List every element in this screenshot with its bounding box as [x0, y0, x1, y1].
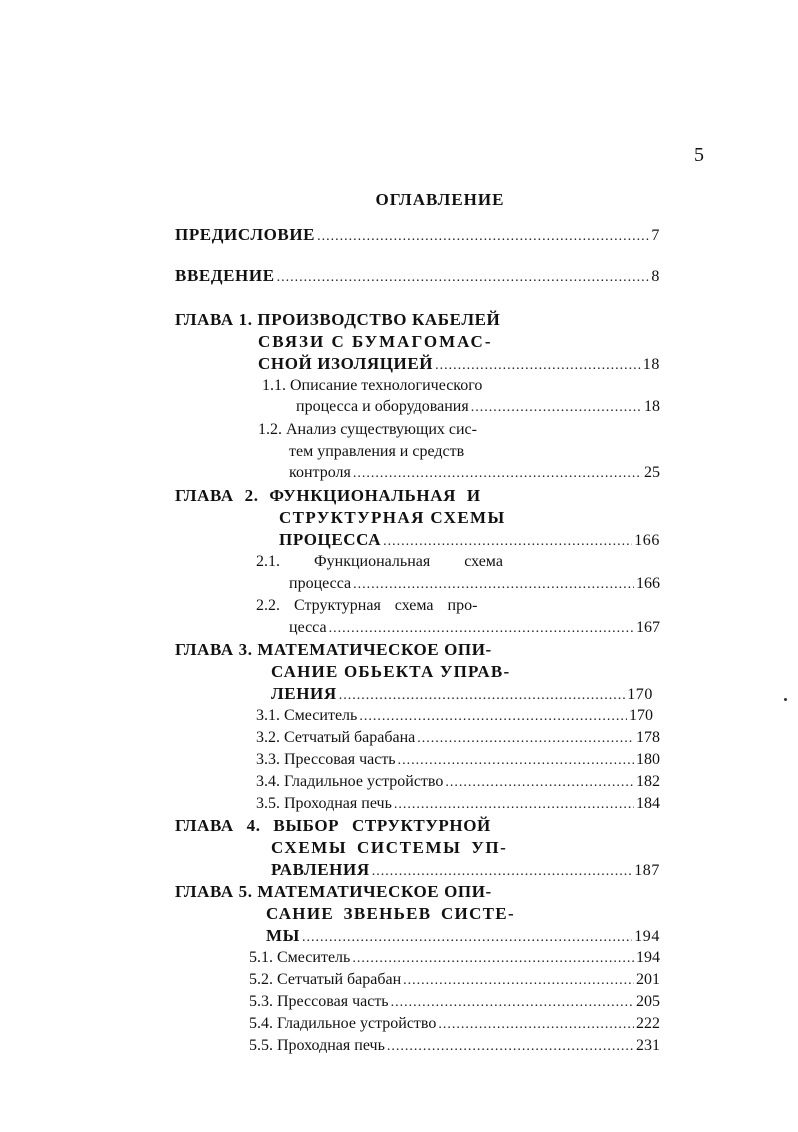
section-5-3[interactable]: [249, 991, 660, 1013]
dot-leader: [445, 772, 634, 793]
chapter-2-title-line-3[interactable]: [279, 529, 660, 551]
section-2-1-line-2[interactable]: [289, 573, 660, 595]
chapter-1-title-line-3[interactable]: [258, 353, 660, 375]
dot-leader: [394, 794, 634, 815]
toc-entry-page: 25: [644, 464, 660, 481]
toc-entry-page: 231: [636, 1037, 660, 1054]
dot-leader: [317, 226, 649, 246]
toc-entry-page: 180: [636, 751, 660, 768]
toc-entry-text: 3.3. Прессовая часть: [256, 751, 396, 768]
dot-leader: [353, 463, 642, 484]
section-2-2-line-2[interactable]: [289, 617, 660, 639]
toc-entry-text: 3.4. Гладильное устройство: [256, 773, 444, 790]
toc-entry-introduction[interactable]: [175, 265, 660, 287]
section-1-1-line-1[interactable]: 1.1. Описание технологического: [262, 377, 483, 394]
toc-entry-text: ЛЕНИЯ: [271, 684, 337, 703]
toc-entry-text: 5.4. Гладильное устройство: [249, 1015, 437, 1032]
chapter-5-title-line-2: САНИЕ ЗВЕНЬЕВ СИСТЕ-: [266, 904, 515, 923]
chapter-4-title-line-3[interactable]: [271, 859, 660, 881]
toc-entry-page: 201: [636, 971, 660, 988]
chapter-5-title-line-1[interactable]: ГЛАВА 5. МАТЕМАТИЧЕСКОЕ ОПИ-: [175, 882, 492, 901]
dot-leader: [387, 1036, 634, 1057]
chapter-4-title-line-1[interactable]: ГЛАВА 4. ВЫБОР СТРУКТУРНОЙ: [175, 816, 491, 835]
toc-entry-text: контроля: [289, 464, 351, 481]
toc-entry-text: 5.2. Сетчатый барабан: [249, 971, 402, 988]
dot-leader: [277, 267, 650, 287]
toc-entry-text: ПРОЦЕССА: [279, 530, 382, 549]
dot-leader: [403, 970, 634, 991]
dot-leader: [417, 728, 634, 749]
toc-entry-text: МЫ: [266, 926, 300, 945]
toc-entry-page: 194: [636, 949, 660, 966]
toc-entry-text: 5.1. Смеситель: [249, 949, 351, 966]
chapter-3-title-line-2: САНИЕ ОБЬЕКТА УПРАВ-: [271, 662, 511, 681]
section-3-2[interactable]: [256, 727, 660, 749]
section-3-3[interactable]: [256, 749, 660, 771]
dot-leader: [398, 750, 634, 771]
section-3-4[interactable]: [256, 771, 660, 793]
dot-leader: [302, 927, 632, 947]
toc-entry-text: 5.5. Проходная печь: [249, 1037, 385, 1054]
toc-entry-page: 18: [644, 398, 660, 415]
toc-entry-page: 166: [636, 575, 660, 592]
toc-entry-text: СНОЙ ИЗОЛЯЦИЕЙ: [258, 354, 434, 373]
section-3-1[interactable]: [256, 705, 653, 727]
toc-entry-page: 178: [636, 729, 660, 746]
section-2-1-line-1[interactable]: 2.1. Функциональная схема: [256, 553, 503, 570]
toc-entry-text: ПРЕДИСЛОВИЕ: [175, 225, 316, 244]
dot-leader: [353, 574, 634, 595]
dot-leader: [383, 531, 632, 551]
section-5-4[interactable]: [249, 1013, 660, 1035]
toc-entry-page: 184: [636, 795, 660, 812]
chapter-1-title-line-2: СВЯЗИ С БУМАГОМАС-: [258, 332, 493, 351]
toc-entry-text: 3.1. Смеситель: [256, 707, 358, 724]
toc-entry-page: 166: [634, 532, 660, 549]
dot-leader: [359, 706, 627, 727]
section-3-5[interactable]: [256, 793, 660, 815]
toc-entry-page: 18: [642, 356, 660, 373]
dot-leader: [329, 618, 634, 639]
toc-entry-text: процесса и оборудования: [296, 398, 469, 415]
toc-entry-page: 170: [629, 707, 653, 724]
toc-entry-text: 3.5. Проходная печь: [256, 795, 392, 812]
toc-entry-preface[interactable]: [175, 224, 660, 246]
toc-entry-text: 3.2. Сетчатый барабана: [256, 729, 416, 746]
toc-entry-page: 194: [634, 928, 660, 945]
scan-speck: [784, 698, 787, 701]
page-number: 5: [694, 144, 704, 166]
toc-title: ОГЛАВЛЕНИЕ: [375, 190, 505, 209]
dot-leader: [372, 861, 632, 881]
section-1-1-line-2[interactable]: [296, 396, 660, 418]
chapter-5-title-line-3[interactable]: [266, 925, 660, 947]
toc-entry-page: 167: [636, 619, 660, 636]
chapter-2-title-line-2: СТРУКТУРНАЯ СХЕМЫ: [279, 508, 506, 527]
dot-leader: [352, 948, 634, 969]
section-5-5[interactable]: [249, 1035, 660, 1057]
toc-entry-text: РАВЛЕНИЯ: [271, 860, 370, 879]
toc-entry-text: процесса: [289, 575, 352, 592]
dot-leader: [438, 1014, 634, 1035]
dot-leader: [339, 685, 625, 705]
section-1-2-line-2: тем управления и средств: [289, 443, 465, 460]
toc-entry-page: 182: [636, 773, 660, 790]
toc-entry-page: 222: [636, 1015, 660, 1032]
toc-entry-page: 8: [651, 268, 660, 285]
toc-entry-page: 7: [651, 227, 660, 244]
dot-leader: [471, 397, 642, 418]
toc-entry-text: цесса: [289, 619, 327, 636]
section-5-2[interactable]: [249, 969, 660, 991]
toc-entry-page: 205: [636, 993, 660, 1010]
dot-leader: [391, 992, 634, 1013]
chapter-1-title-line-1[interactable]: ГЛАВА 1. ПРОИЗВОДСТВО КАБЕЛЕЙ: [175, 310, 501, 329]
toc-entry-text: 5.3. Прессовая часть: [249, 993, 389, 1010]
section-1-2-line-1[interactable]: 1.2. Анализ существующих сис-: [258, 421, 477, 438]
chapter-2-title-line-1[interactable]: ГЛАВА 2. ФУНКЦИОНАЛЬНАЯ И: [175, 486, 481, 505]
dot-leader: [435, 355, 641, 375]
chapter-3-title-line-1[interactable]: ГЛАВА 3. МАТЕМАТИЧЕСКОЕ ОПИ-: [175, 640, 492, 659]
toc-entry-text: ВВЕДЕНИЕ: [175, 266, 275, 285]
section-5-1[interactable]: [249, 947, 660, 969]
section-2-2-line-1[interactable]: 2.2. Структурная схема про-: [256, 597, 478, 614]
section-1-2-line-3[interactable]: [289, 462, 660, 484]
toc-entry-page: 170: [627, 686, 653, 703]
chapter-4-title-line-2: СХЕМЫ СИСТЕМЫ УП-: [271, 838, 508, 857]
toc-entry-page: 187: [634, 862, 660, 879]
chapter-3-title-line-3[interactable]: [271, 683, 653, 705]
